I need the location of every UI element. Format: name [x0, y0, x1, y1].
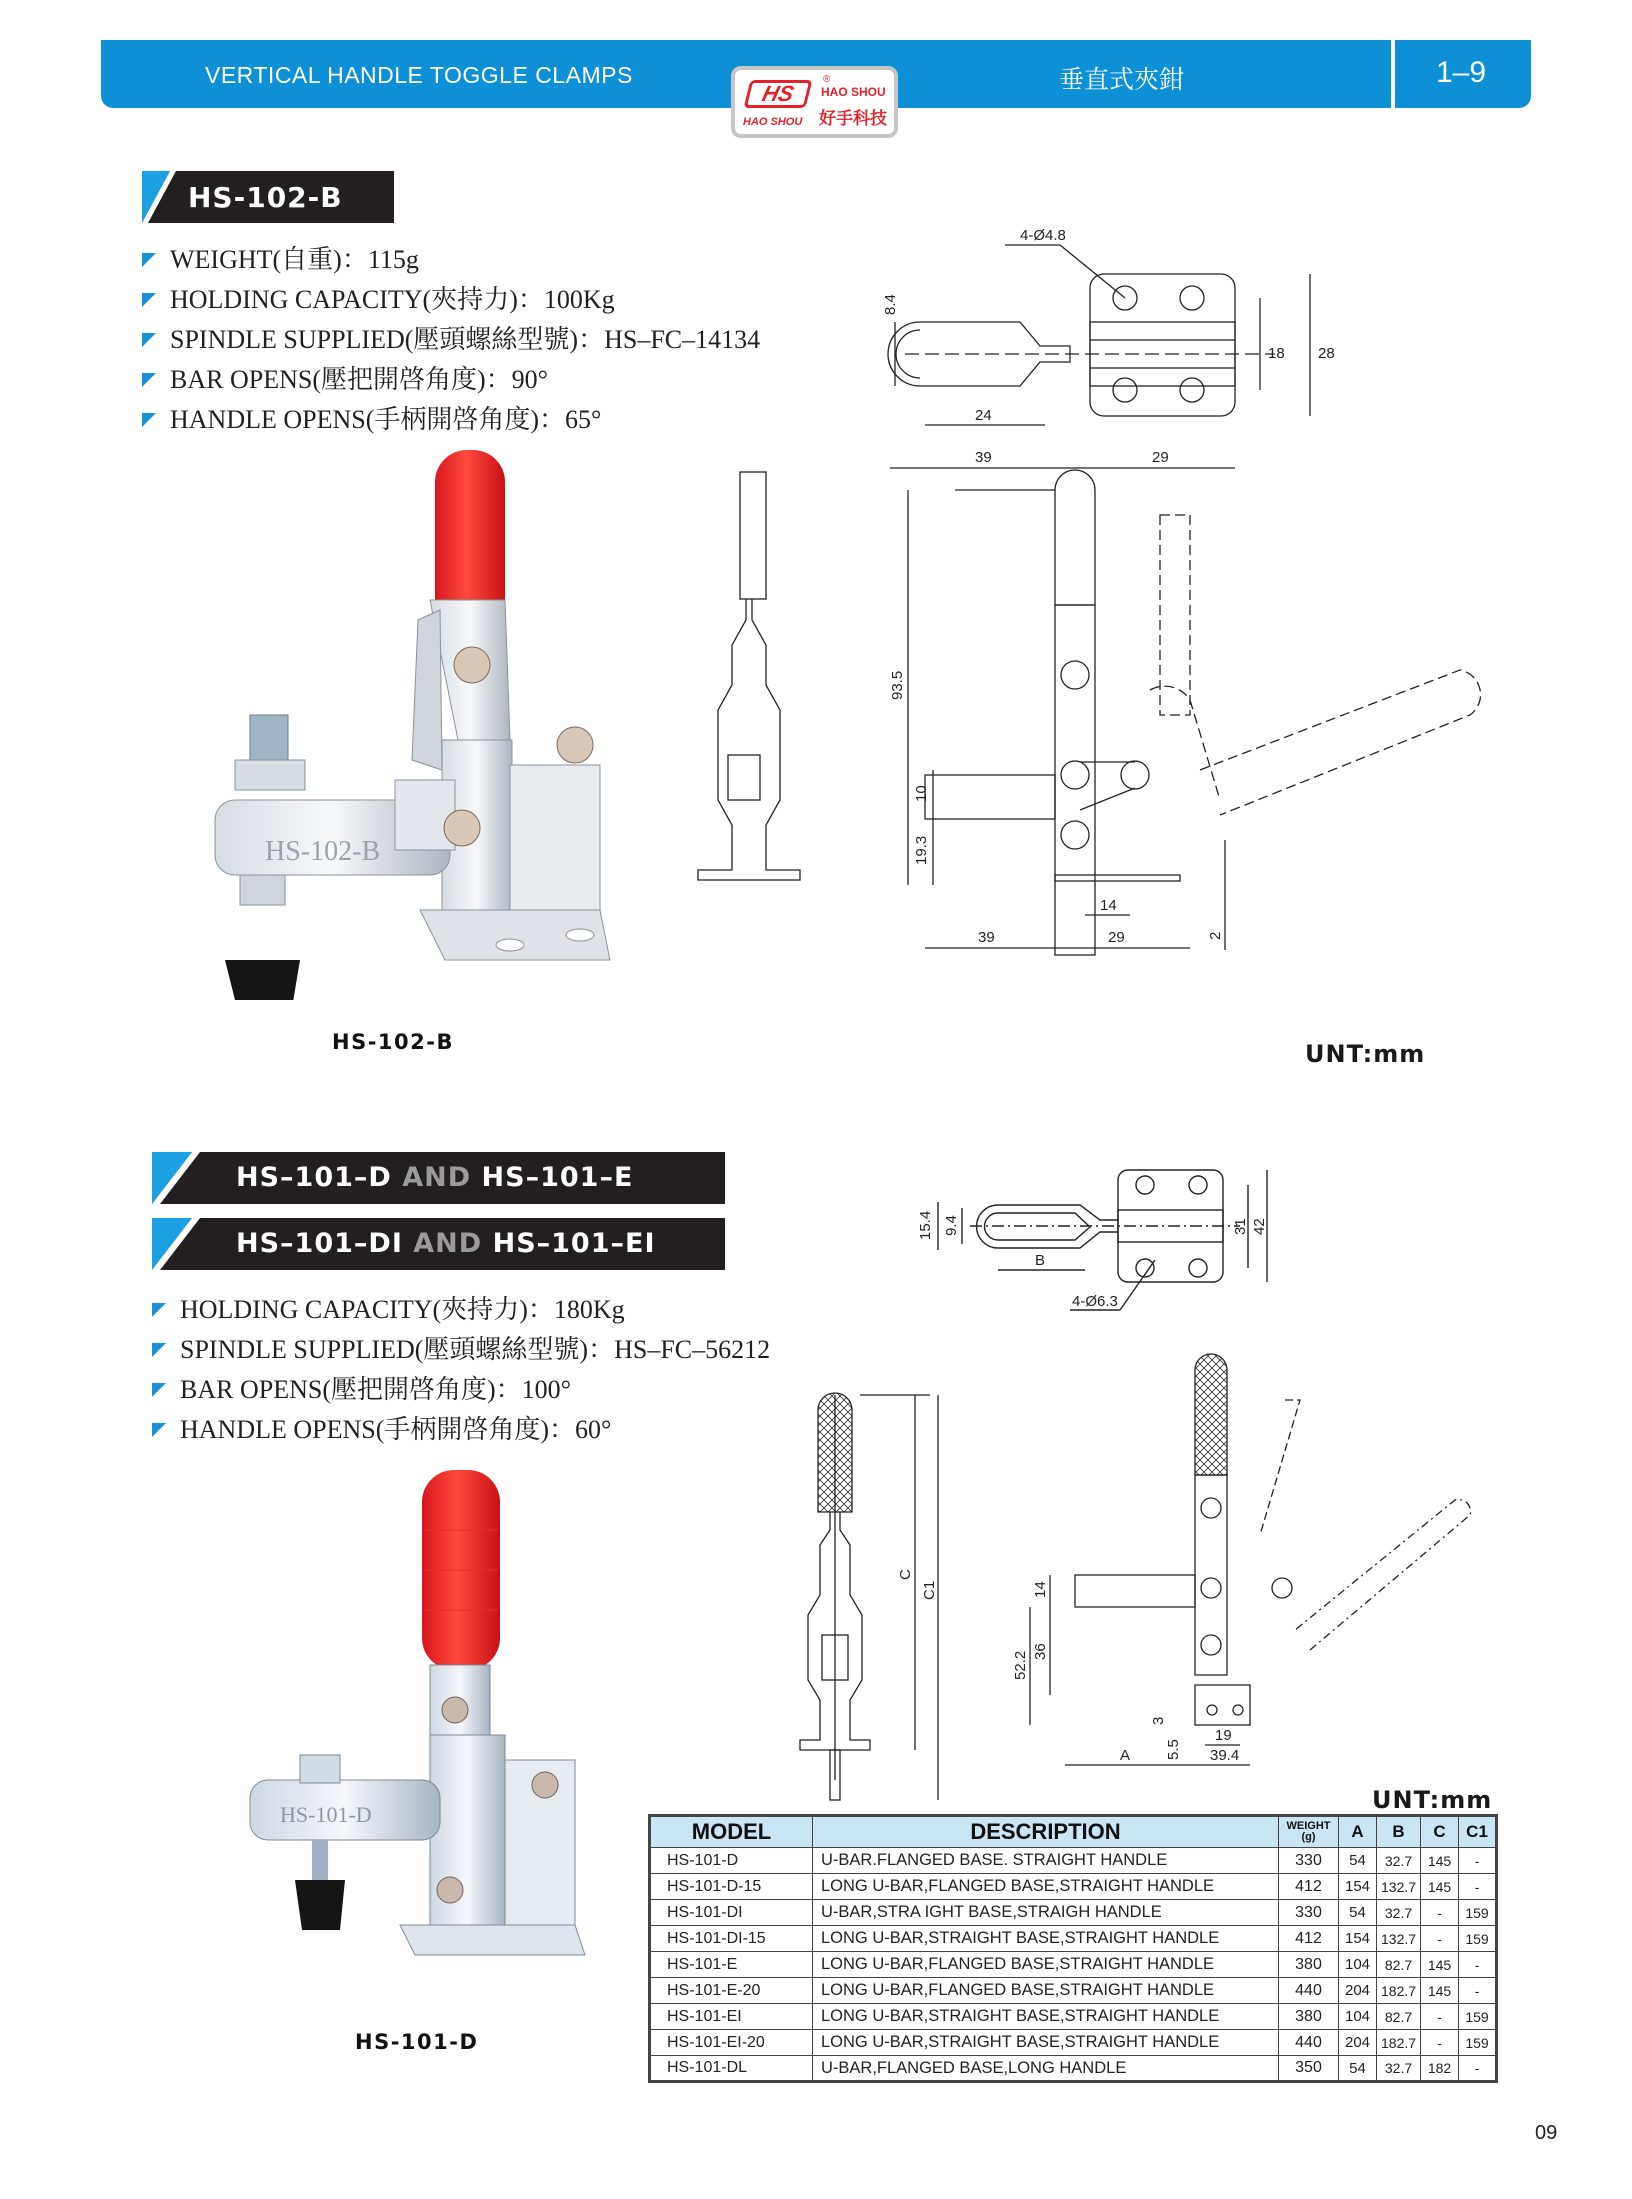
- unit-label-section2: UNT:mm: [1372, 1786, 1493, 1814]
- section-title-hs-101-di-ei: [152, 1218, 725, 1270]
- table-row: HS-101-D-15 LONG U-BAR,FLANGED BASE,STRAIGHT HANDLE 412 154 132.7 145 -: [650, 1874, 1497, 1900]
- logo-brand-zh: 好手科技: [819, 109, 887, 129]
- header-title-zh: 垂直式夾鉗: [1059, 65, 1185, 94]
- section-title-hs-101-d-e: [152, 1152, 725, 1204]
- svg-text:36: 36: [1032, 1643, 1049, 1660]
- title-accent-icon: [152, 1152, 200, 1204]
- col-header-c1: C1: [1459, 1816, 1497, 1848]
- technical-drawing-icon: [910, 1160, 1280, 1310]
- table-row: HS-101-DI U-BAR,STRA IGHT BASE,STRAIGH HANDLE 330 54 32.7 - 159: [650, 1900, 1497, 1926]
- table-header-row: [650, 1816, 1497, 1848]
- side-view-drawing-hs-102-b: [680, 470, 1550, 1040]
- technical-drawing-icon: [720, 1380, 940, 1800]
- spec-list-hs-101: [152, 1290, 770, 1450]
- svg-text:HS-102-B: HS-102-B: [265, 836, 381, 867]
- registered-mark: ®: [823, 74, 831, 85]
- svg-text:8.4: 8.4: [882, 294, 899, 315]
- logo-brand-sub: HAO SHOU: [743, 116, 803, 128]
- col-header-a: A: [1339, 1816, 1377, 1848]
- logo-brand-en: HAO SHOU: [821, 85, 886, 99]
- svg-text:39.4: 39.4: [1210, 1747, 1240, 1764]
- header-title-en: VERTICAL HANDLE TOGGLE CLAMPS: [205, 62, 633, 88]
- title-accent-icon: [142, 171, 182, 223]
- col-header-c: C: [1421, 1816, 1459, 1848]
- table-row: HS-101-EI-20 LONG U-BAR,STRAIGHT BASE,STRAIGHT HANDLE 440 204 182.7 - 159: [650, 2030, 1497, 2056]
- spec-item: HOLDING CAPACITY(夾持力)：100Kg: [142, 280, 760, 320]
- brand-logo: [731, 66, 898, 138]
- bullet-icon: [142, 373, 156, 387]
- spec-item: HOLDING CAPACITY(夾持力)：180Kg: [152, 1290, 770, 1330]
- bullet-icon: [142, 293, 156, 307]
- svg-text:HS-101-D: HS-101-D: [280, 1802, 372, 1827]
- svg-text:15.4: 15.4: [917, 1210, 934, 1240]
- table-row: HS-101-DI-15 LONG U-BAR,STRAIGHT BASE,STRAIGHT HANDLE 412 154 132.7 - 159: [650, 1926, 1497, 1952]
- spec-item: HANDLE OPENS(手柄開啓角度)：65°: [142, 400, 760, 440]
- technical-drawing-icon: [1000, 1340, 1520, 1780]
- model-spec-table: [648, 1814, 1498, 2083]
- svg-text:4-Ø4.8: 4-Ø4.8: [1020, 227, 1066, 244]
- table-row: HS-101-EI LONG U-BAR,STRAIGHT BASE,STRAIGHT HANDLE 380 104 82.7 - 159: [650, 2004, 1497, 2030]
- svg-text:31: 31: [1232, 1218, 1249, 1235]
- table-row: HS-101-E LONG U-BAR,FLANGED BASE,STRAIGHT HANDLE 380 104 82.7 145 -: [650, 1952, 1497, 1978]
- spec-list-hs-102-b: [142, 240, 760, 440]
- table-row: HS-101-DL U-BAR,FLANGED BASE,LONG HANDLE 350 54 32.7 182 -: [650, 2056, 1497, 2082]
- svg-text:19.3: 19.3: [913, 835, 930, 865]
- svg-text:4-Ø6.3: 4-Ø6.3: [1072, 1293, 1118, 1310]
- col-header-weight: WEIGHT (g): [1279, 1816, 1339, 1848]
- svg-text:A: A: [1120, 1747, 1131, 1764]
- header-page-code: 1–9: [1436, 56, 1487, 89]
- svg-text:2: 2: [1207, 931, 1224, 940]
- spec-item: SPINDLE SUPPLIED(壓頭螺絲型號)：HS–FC–14134: [142, 320, 760, 360]
- bullet-icon: [142, 253, 156, 267]
- svg-text:5.5: 5.5: [1165, 1739, 1182, 1760]
- front-view-drawing-hs-101: [720, 1380, 940, 1800]
- col-header-model: MODEL: [650, 1816, 813, 1848]
- table-row: HS-101-D U-BAR.FLANGED BASE. STRAIGHT HANDLE 330 54 32.7 145 -: [650, 1848, 1497, 1874]
- unit-label-section1: UNT:mm: [1305, 1040, 1426, 1068]
- svg-text:10: 10: [913, 785, 930, 802]
- table-row: HS-101-E-20 LONG U-BAR,FLANGED BASE,STRAIGHT HANDLE 440 204 182.7 145 -: [650, 1978, 1497, 2004]
- svg-text:93.5: 93.5: [889, 670, 906, 700]
- section-title-label: HS–101–DI AND HS–101–EI: [236, 1228, 656, 1259]
- svg-text:14: 14: [1100, 897, 1117, 914]
- bullet-icon: [152, 1303, 166, 1317]
- photo-caption-hs-102-b: HS-102-B: [332, 1030, 454, 1054]
- svg-text:18: 18: [1268, 345, 1285, 362]
- top-view-drawing-hs-102-b: [880, 210, 1335, 480]
- svg-text:42: 42: [1251, 1218, 1268, 1235]
- svg-text:C: C: [897, 1569, 914, 1580]
- section-title-label: HS–101–D AND HS–101–E: [236, 1162, 634, 1193]
- product-photo-hs-101-d: [240, 1470, 590, 2010]
- bullet-icon: [142, 333, 156, 347]
- section-title-label: HS-102-B: [188, 181, 343, 214]
- bullet-icon: [152, 1383, 166, 1397]
- product-photo-hs-102-b: [180, 440, 620, 1000]
- technical-drawing-icon: [880, 210, 1335, 480]
- svg-text:29: 29: [1108, 929, 1125, 946]
- top-view-drawing-hs-101: [910, 1160, 1280, 1310]
- logo-hs-badge: HS: [744, 80, 813, 108]
- toggle-clamp-photo-icon: [240, 1470, 590, 2010]
- svg-text:B: B: [1035, 1252, 1046, 1269]
- page-number: 09: [1535, 2122, 1558, 2144]
- photo-caption-hs-101-d: HS-101-D: [355, 2030, 479, 2054]
- bullet-icon: [152, 1423, 166, 1437]
- spec-item: WEIGHT(自重)：115g: [142, 240, 760, 280]
- technical-drawing-icon: [680, 470, 1550, 1040]
- svg-text:29: 29: [1152, 449, 1169, 466]
- bullet-icon: [142, 413, 156, 427]
- svg-text:52.2: 52.2: [1012, 1650, 1029, 1680]
- svg-text:C1: C1: [921, 1580, 938, 1600]
- svg-text:24: 24: [975, 407, 992, 424]
- spec-item: HANDLE OPENS(手柄開啓角度)：60°: [152, 1410, 770, 1450]
- side-view-drawing-hs-101: [1000, 1340, 1520, 1780]
- col-header-description: DESCRIPTION: [813, 1816, 1279, 1848]
- spec-item: BAR OPENS(壓把開啓角度)：100°: [152, 1370, 770, 1410]
- svg-text:39: 39: [975, 449, 992, 466]
- spec-item: BAR OPENS(壓把開啓角度)：90°: [142, 360, 760, 400]
- svg-text:28: 28: [1318, 345, 1335, 362]
- toggle-clamp-photo-icon: [180, 440, 620, 1000]
- header-divider: [1391, 40, 1395, 108]
- svg-text:3: 3: [1150, 1716, 1167, 1725]
- bullet-icon: [152, 1343, 166, 1357]
- title-accent-icon: [152, 1218, 200, 1270]
- svg-text:39: 39: [978, 929, 995, 946]
- svg-text:9.4: 9.4: [943, 1215, 960, 1236]
- col-header-b: B: [1377, 1816, 1421, 1848]
- svg-text:14: 14: [1032, 1581, 1049, 1598]
- section-title-hs-102-b: [142, 171, 394, 223]
- spec-item: SPINDLE SUPPLIED(壓頭螺絲型號)：HS–FC–56212: [152, 1330, 770, 1370]
- svg-text:19: 19: [1215, 1727, 1232, 1744]
